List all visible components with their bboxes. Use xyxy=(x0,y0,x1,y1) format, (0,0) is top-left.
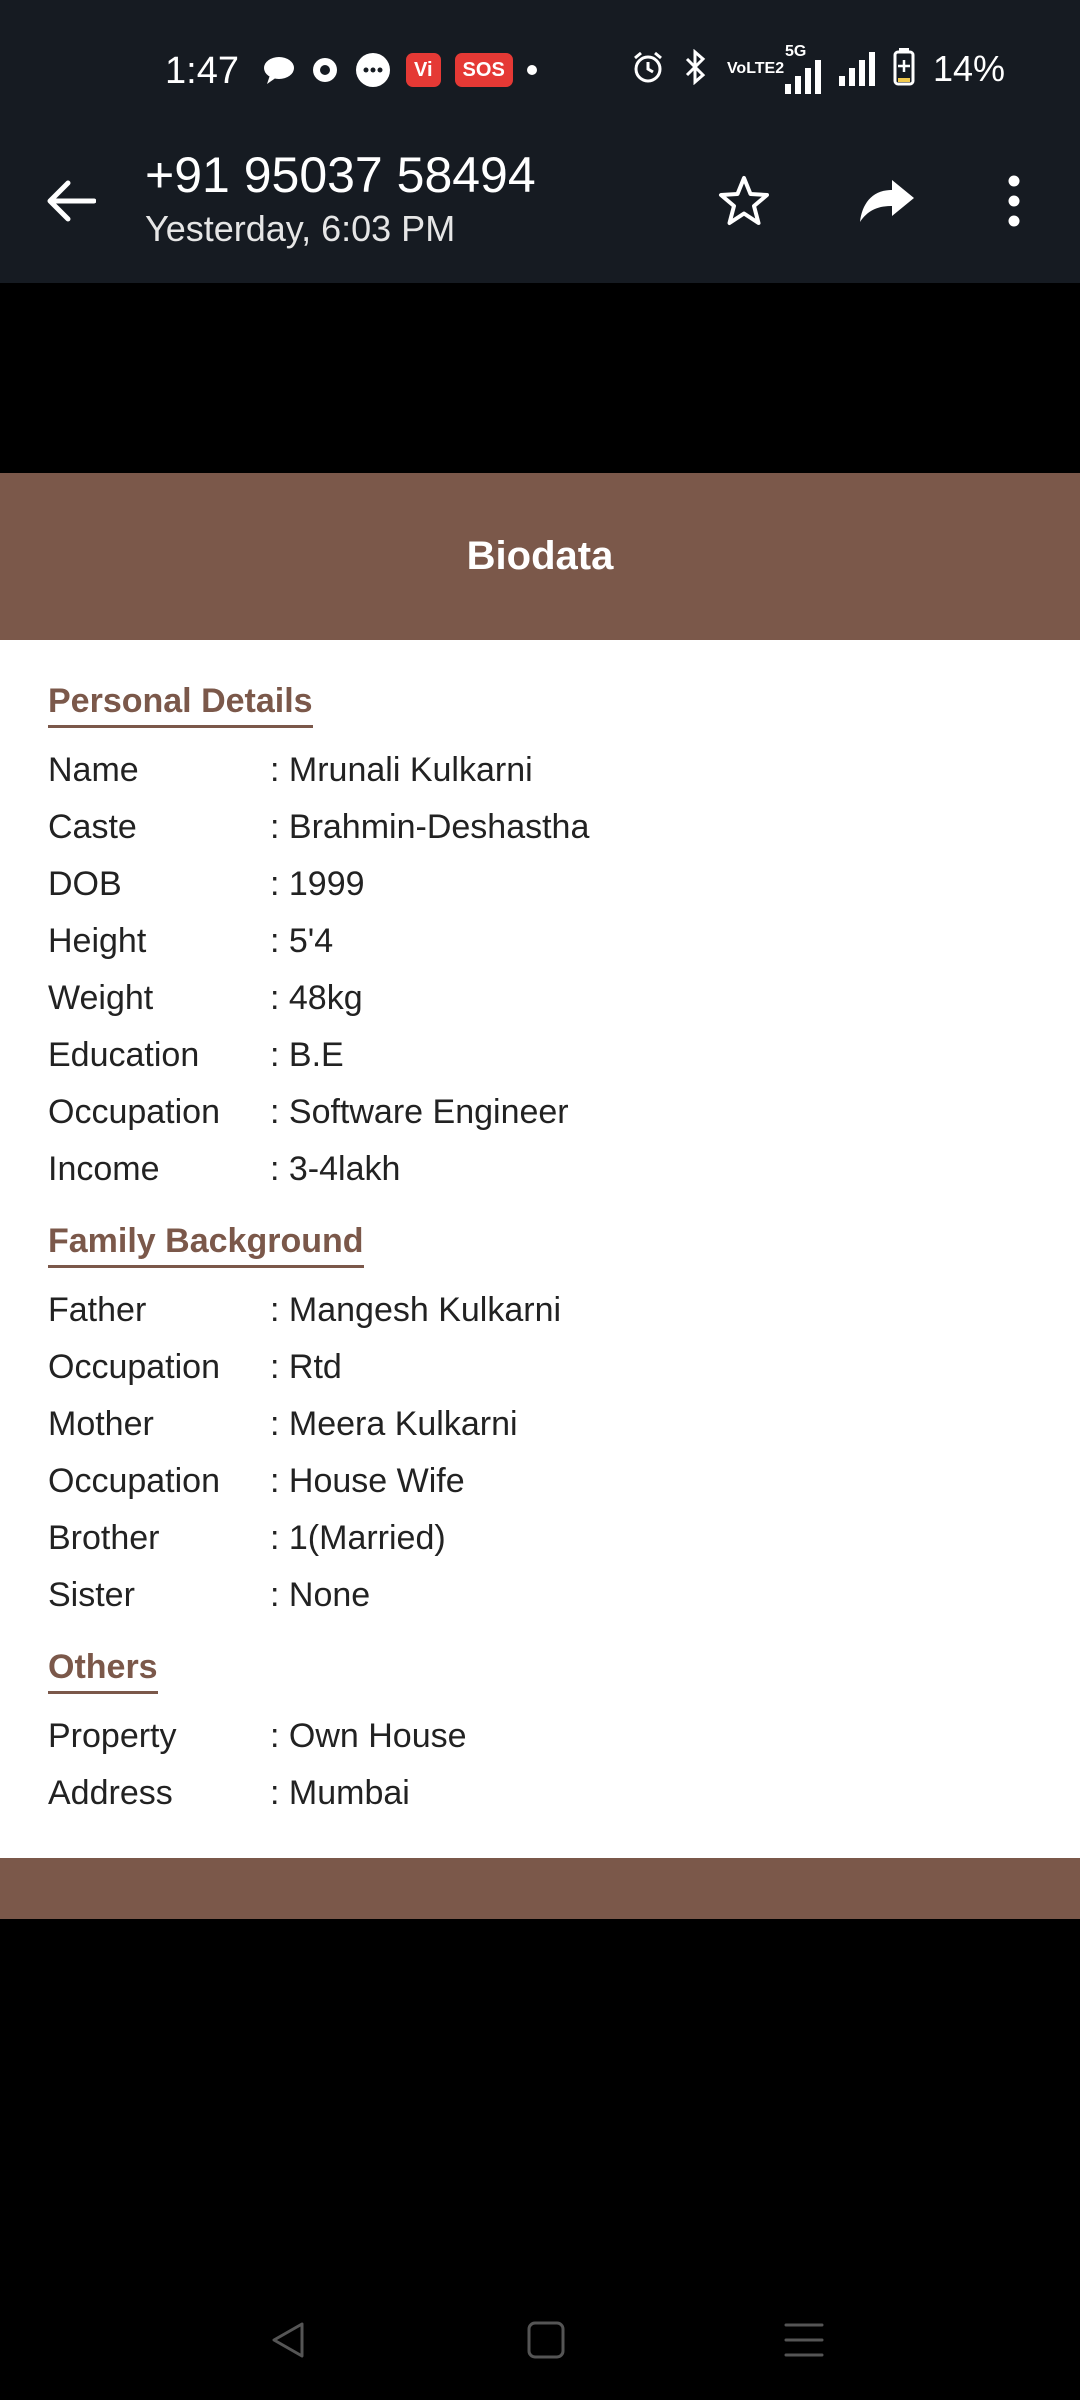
detail-label: Occupation xyxy=(48,1093,220,1131)
star-button[interactable] xyxy=(712,169,776,233)
detail-value: : 48kg xyxy=(270,979,363,1017)
detail-row xyxy=(48,970,1032,1027)
detail-row xyxy=(48,799,1032,856)
section-others xyxy=(48,1624,1032,1822)
biodata-title: Biodata xyxy=(0,473,1080,640)
detail-label: Mother xyxy=(48,1405,154,1443)
section-family-background xyxy=(48,1198,1032,1624)
detail-row xyxy=(48,913,1032,970)
detail-label: Father xyxy=(48,1291,147,1329)
detail-row xyxy=(48,1567,1032,1624)
detail-label: Sister xyxy=(48,1576,135,1614)
detail-label: Height xyxy=(48,922,147,960)
more-notifications-dot-icon xyxy=(527,50,537,90)
detail-value: : Rtd xyxy=(270,1348,342,1386)
signal-icon xyxy=(839,52,875,86)
battery-icon xyxy=(893,48,915,91)
detail-value: : 5'4 xyxy=(270,922,334,960)
detail-label: Brother xyxy=(48,1519,160,1557)
detail-row xyxy=(48,1708,1032,1765)
detail-value: : Mangesh Kulkarni xyxy=(270,1291,562,1329)
nav-home-button[interactable] xyxy=(506,2300,586,2380)
status-time: 1:47 xyxy=(165,50,239,92)
detail-value: : House Wife xyxy=(270,1462,465,1500)
detail-label: DOB xyxy=(48,865,122,903)
notification-icons xyxy=(262,50,537,90)
detail-value: : Own House xyxy=(270,1717,467,1755)
back-button[interactable] xyxy=(38,169,102,233)
nav-back-button[interactable] xyxy=(248,2300,328,2380)
detail-value: : Mumbai xyxy=(270,1774,410,1812)
back-arrow-icon xyxy=(44,179,96,223)
more-options-button[interactable] xyxy=(982,169,1046,233)
detail-label: Caste xyxy=(48,808,137,846)
nav-recents-icon xyxy=(783,2320,825,2360)
detail-row xyxy=(48,1339,1032,1396)
detail-row xyxy=(48,1396,1032,1453)
section-personal-details xyxy=(48,658,1032,1198)
detail-label: Education xyxy=(48,1036,200,1074)
system-status-icons xyxy=(631,44,1005,94)
detail-row xyxy=(48,1765,1032,1822)
more-vert-icon xyxy=(1007,175,1021,227)
signal-5g-icon: 5G xyxy=(785,44,821,94)
alarm-icon xyxy=(631,50,665,89)
detail-row xyxy=(48,1084,1032,1141)
sos-icon: SOS xyxy=(455,50,513,90)
section-title: Others xyxy=(48,1648,158,1694)
detail-value: : 3-4lakh xyxy=(270,1150,401,1188)
biodata-image[interactable] xyxy=(0,473,1080,1919)
detail-value: : Software Engineer xyxy=(270,1093,569,1131)
detail-value: : Brahmin-Deshastha xyxy=(270,808,590,846)
volte-label: VoLTE2 xyxy=(726,60,785,77)
nav-back-icon xyxy=(268,2320,308,2360)
detail-row xyxy=(48,742,1032,799)
chat-bubble-icon xyxy=(262,50,296,90)
detail-row xyxy=(48,1453,1032,1510)
navigation-bar xyxy=(0,2280,1080,2400)
message-timestamp: Yesterday, 6:03 PM xyxy=(145,208,456,249)
biodata-body xyxy=(0,640,1080,1858)
detail-value: : Meera Kulkarni xyxy=(270,1405,518,1443)
detail-row xyxy=(48,1141,1032,1198)
vi-app-icon: Vi xyxy=(406,50,441,90)
detail-value: : B.E xyxy=(270,1036,344,1074)
detail-label: Property xyxy=(48,1717,177,1755)
detail-label: Address xyxy=(48,1774,173,1812)
messages-icon xyxy=(354,50,392,90)
nav-home-icon xyxy=(526,2320,566,2360)
detail-value: : 1(Married) xyxy=(270,1519,446,1557)
contact-number-title: +91 95037 58494 xyxy=(145,147,536,203)
detail-value: : None xyxy=(270,1576,371,1614)
detail-label: Occupation xyxy=(48,1462,220,1500)
nav-recents-button[interactable] xyxy=(764,2300,844,2380)
detail-value: : 1999 xyxy=(270,865,365,903)
detail-label: Name xyxy=(48,751,139,789)
app-bar xyxy=(0,145,1080,283)
forward-button[interactable] xyxy=(855,169,919,233)
detail-row xyxy=(48,1027,1032,1084)
detail-row xyxy=(48,1282,1032,1339)
status-bar xyxy=(0,0,1080,145)
battery-percentage: 14% xyxy=(932,48,1005,89)
star-icon xyxy=(717,175,771,227)
bluetooth-icon xyxy=(683,49,709,90)
detail-label: Income xyxy=(48,1150,160,1188)
app-notification-icon xyxy=(310,50,340,90)
section-title: Family Background xyxy=(48,1222,364,1268)
biodata-footer-bar xyxy=(0,1858,1080,1919)
detail-label: Weight xyxy=(48,979,154,1017)
detail-value: : Mrunali Kulkarni xyxy=(270,751,533,789)
detail-row xyxy=(48,856,1032,913)
detail-row xyxy=(48,1510,1032,1567)
share-forward-icon xyxy=(858,178,916,224)
detail-label: Occupation xyxy=(48,1348,220,1386)
section-title: Personal Details xyxy=(48,682,313,728)
